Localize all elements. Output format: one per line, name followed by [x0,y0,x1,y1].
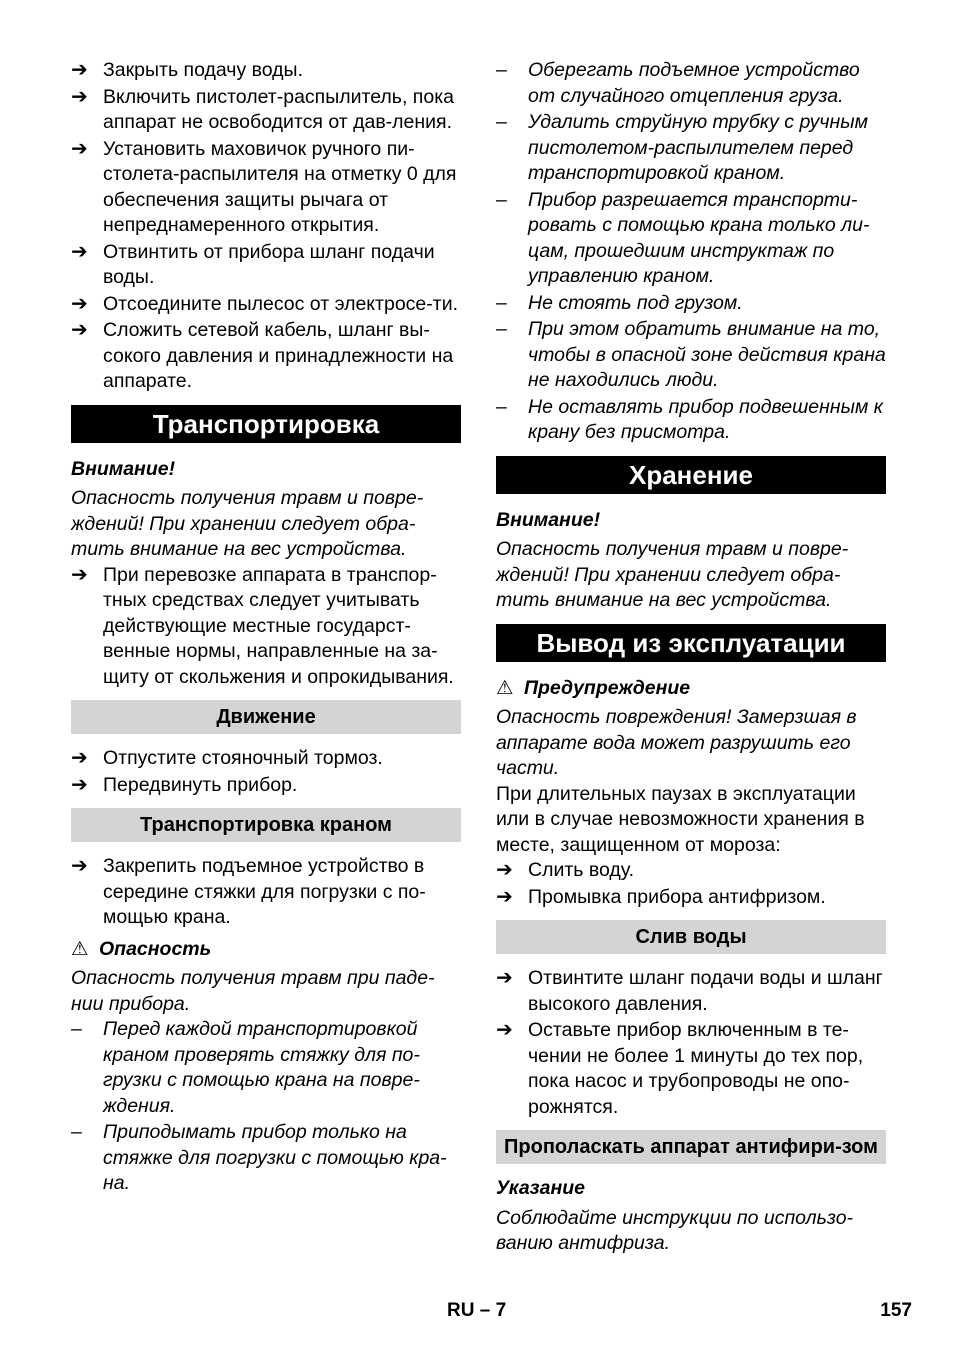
warning-triangle-icon: ⚠ [496,676,514,699]
warning-title: ⚠ Предупреждение [496,676,886,702]
warning-body: Опасность повреждения! Замерзшая в аппарате вода может разрушить его части. [496,706,857,779]
step: ➔ Установить маховичок ручного пи-столета-распылителя на отметку 0 для обеспечения защиты рычага от непреднамеренного открытия. [71,137,461,239]
subsection-heading-movement: Движение [71,700,461,734]
note-body: Опасность получения травм и повре-ждений! При хранении следует обра-тить внимание на вес устройства. [496,538,849,611]
paragraph: При длительных паузах в эксплуатации или в случае невозможности хранения в месте, защищенном от мороза: [496,782,865,856]
arrow-right-icon: ➔ [71,240,88,263]
section-heading-decommission: Вывод из эксплуатации [496,624,886,662]
arrow-right-icon: ➔ [71,319,88,341]
dash-item: – Прибор разрешается транспорти-ровать с помощью крана только ли-цам, прошедшим инструктаж по управлению краном. [496,188,870,287]
dash-item: – Перед каждой транспортировкой краном проверять стяжку для по-грузки с помощью крана на повре-ждения. [71,1018,420,1117]
right-column [496,58,886,1257]
note-body: Опасность получения травм и повре-ждений! При хранении следует обра-тить внимание на вес устройства. [71,487,424,560]
arrow-right-icon: ➔ [496,1019,513,1041]
step: ➔ Закрыть подачу воды. [71,58,461,84]
dash-item: – Удалить струйную трубку с ручным пистолетом-распылителем перед транспортировкой краном. [496,111,868,184]
step: ➔ Отсоедините пылесос от электросе-ти. [71,292,461,318]
arrow-right-icon: ➔ [71,855,88,877]
note-body: Соблюдайте инструкции по использо-ванию антифриза. [496,1206,854,1254]
note-title: Указание [496,1177,586,1199]
step: ➔ Закрепить подъемное устройство в середине стяжки для погрузки с по-мощью крана. [71,854,461,931]
note-title: Внимание! [71,457,176,480]
arrow-right-icon: ➔ [71,292,88,315]
arrow-right-icon: ➔ [496,967,513,989]
danger-body: Опасность получения травм при паде-нии прибора. [71,967,435,1015]
page-number: 157 [880,1300,912,1321]
arrow-right-icon: ➔ [71,773,88,796]
subsection-heading-crane: Транспортировка краном [71,808,461,842]
danger-title: ⚠ Опасность [71,937,461,963]
section-heading-storage: Хранение [496,456,886,494]
note-title: Внимание! [496,508,601,531]
arrow-right-icon: ➔ [496,885,513,908]
page-label: RU – 7 [447,1300,507,1321]
step: ➔ Промывка прибора антифризом. [496,885,886,911]
dash-item: – Не оставлять прибор подвешенным к крану без присмотра. [496,395,883,443]
arrow-right-icon: ➔ [71,85,88,108]
step: ➔ Отвинтите шланг подачи воды и шланг высокого давления. [496,966,886,1017]
step: ➔ Отвинтить от прибора шланг подачи воды. [71,240,461,291]
dash-item: – Не стоять под грузом. [496,291,743,314]
step: ➔ Отпустите стояночный тормоз. [71,746,461,772]
left-column [71,58,461,1198]
arrow-right-icon: ➔ [71,59,88,81]
arrow-right-icon: ➔ [71,747,88,769]
step: ➔ Сложить сетевой кабель, шланг вы-сокого давления и принадлежности на аппарате. [71,318,461,395]
step: ➔ Слить воду. [496,858,886,884]
dash-item: – Оберегать подъемное устройство от случайного отцепления груза. [496,59,860,107]
dash-item: – Приподымать прибор только на стяжке для погрузки с помощью кра-на. [71,1121,447,1194]
step: ➔ Передвинуть прибор. [71,773,461,799]
subsection-heading-drain: Слив воды [496,920,886,954]
arrow-right-icon: ➔ [496,859,513,881]
section-heading-transport: Транспортировка [71,405,461,443]
arrow-right-icon: ➔ [71,137,88,160]
warning-triangle-icon: ⚠ [71,937,89,960]
step: ➔ При перевозке аппарата в транспор-тных средствах следует учитывать действующие местные государст-венные нормы, направленные на за-щиту от скольжения и опрокидывания. [71,563,461,691]
arrow-right-icon: ➔ [71,563,88,586]
step: ➔ Включить пистолет-распылитель, пока аппарат не освободится от дав-ления. [71,85,461,136]
dash-item: – При этом обратить внимание на то, чтобы в опасной зоне действия крана не находились люди. [496,318,886,391]
subsection-heading-rinse: Прополаскать аппарат антифири-зом [496,1130,886,1164]
step: ➔ Оставьте прибор включенным в те-чении не более 1 минуты до тех пор, пока насос и трубопроводы не опо-рожнятся. [496,1018,886,1120]
